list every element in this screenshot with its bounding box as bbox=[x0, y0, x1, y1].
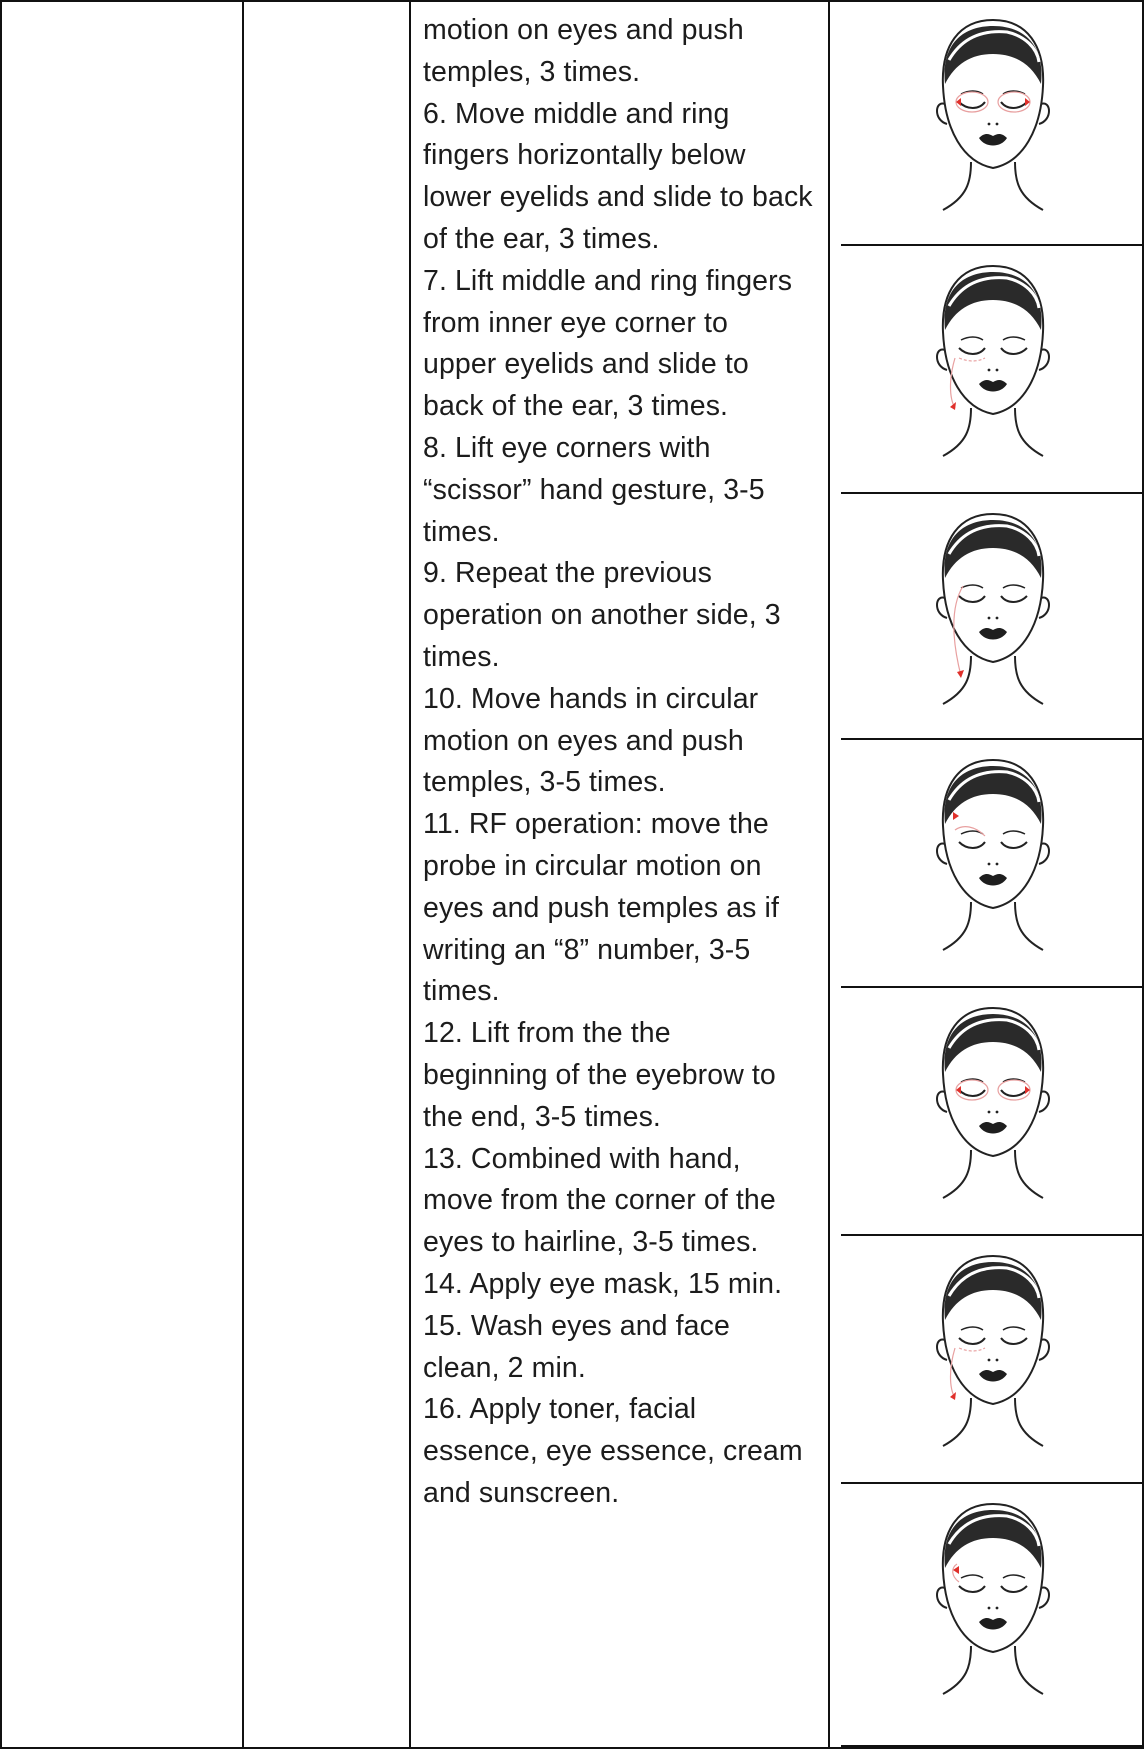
instruction-text bbox=[423, 10, 813, 1515]
instruction-line: 9. Repeat the previous bbox=[423, 557, 712, 590]
instruction-line: eyes to hairline, 3-5 times. bbox=[423, 1226, 759, 1259]
instruction-line: clean, 2 min. bbox=[423, 1351, 586, 1384]
column-divider-3 bbox=[828, 0, 830, 1749]
instruction-line: 14. Apply eye mask, 15 min. bbox=[423, 1267, 783, 1300]
face-under-eye-slide-icon bbox=[915, 258, 1071, 466]
illustration-divider bbox=[841, 1745, 1144, 1747]
instruction-line: back of the ear, 3 times. bbox=[423, 390, 729, 423]
instruction-line: beginning of the eyebrow to bbox=[423, 1058, 776, 1091]
instruction-line: upper eyelids and slide to bbox=[423, 348, 749, 381]
instruction-line: 10. Move hands in circular bbox=[423, 682, 759, 715]
instruction-line: move from the corner of the bbox=[423, 1184, 776, 1217]
face-temple-push-icon bbox=[915, 1496, 1071, 1704]
instruction-line: “scissor” hand gesture, 3-5 bbox=[423, 473, 765, 506]
instruction-line: from inner eye corner to bbox=[423, 306, 728, 339]
instruction-line: essence, eye essence, cream bbox=[423, 1435, 803, 1468]
instruction-line: writing an “8” number, 3-5 bbox=[423, 933, 751, 966]
illustration-cell bbox=[841, 988, 1144, 1236]
face-eyebrow-lift-icon bbox=[915, 752, 1071, 960]
instruction-line: 13. Combined with hand, bbox=[423, 1142, 741, 1175]
instruction-line: lower eyelids and slide to back bbox=[423, 181, 813, 214]
instruction-line: 6. Move middle and ring bbox=[423, 97, 730, 130]
instruction-line: 7. Lift middle and ring fingers bbox=[423, 264, 793, 297]
illustration-cell bbox=[841, 1236, 1144, 1484]
illustration-cell bbox=[841, 0, 1144, 246]
instruction-line: operation on another side, 3 bbox=[423, 599, 781, 632]
instruction-line: probe in circular motion on bbox=[423, 849, 762, 882]
instruction-line: of the ear, 3 times. bbox=[423, 222, 660, 255]
instruction-line: temples, 3 times. bbox=[423, 55, 641, 88]
instruction-line: temples, 3-5 times. bbox=[423, 766, 666, 799]
empty-cell-col-1 bbox=[2, 2, 242, 1747]
instruction-line: 16. Apply toner, facial bbox=[423, 1393, 697, 1426]
instruction-line: times. bbox=[423, 975, 500, 1008]
instruction-line: motion on eyes and push bbox=[423, 14, 744, 46]
instruction-line: times. bbox=[423, 515, 500, 548]
illustration-cell bbox=[841, 494, 1144, 740]
face-eye-circles-icon bbox=[915, 1000, 1071, 1208]
instruction-line: 15. Wash eyes and face bbox=[423, 1309, 730, 1342]
instruction-line: times. bbox=[423, 640, 500, 673]
instruction-line: motion on eyes and push bbox=[423, 724, 744, 757]
empty-cell-col-2 bbox=[244, 2, 409, 1747]
instruction-line: fingers horizontally below bbox=[423, 139, 746, 172]
instruction-line: 11. RF operation: move the bbox=[423, 808, 769, 841]
illustration-cell bbox=[841, 740, 1144, 988]
illustration-cell bbox=[841, 246, 1144, 494]
column-divider-2 bbox=[409, 0, 411, 1749]
illustration-cell bbox=[841, 1484, 1144, 1747]
instruction-line: and sunscreen. bbox=[423, 1476, 620, 1509]
face-side-lift-icon bbox=[915, 506, 1071, 714]
instruction-line: 8. Lift eye corners with bbox=[423, 431, 711, 464]
instruction-line: the end, 3-5 times. bbox=[423, 1100, 661, 1133]
face-under-eye-slide-icon bbox=[915, 1248, 1071, 1456]
instruction-line: eyes and push temples as if bbox=[423, 891, 779, 924]
face-eye-circles-icon bbox=[915, 12, 1071, 220]
instruction-line: 12. Lift from the the bbox=[423, 1017, 671, 1050]
